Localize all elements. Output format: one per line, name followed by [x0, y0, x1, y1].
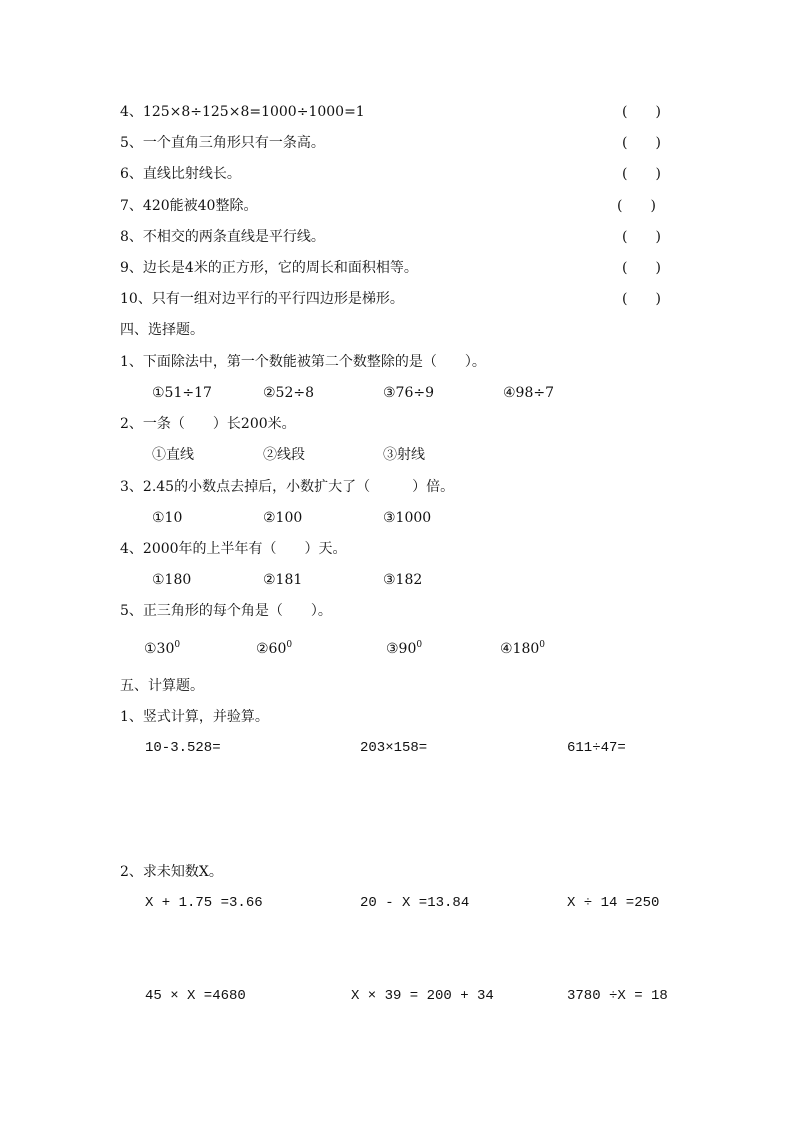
judgment-item-6: 6、直线比射线长。 — [120, 166, 241, 182]
choice-question-2: 2、一条（ ）长200米。 — [120, 416, 296, 432]
choice-option[interactable]: ④98÷7 — [503, 385, 555, 401]
degree-mark: 0 — [174, 640, 181, 650]
degree-mark: 0 — [416, 640, 423, 650]
option-label: ②60 — [256, 641, 287, 657]
answer-paren-4[interactable]: ( ) — [622, 104, 661, 120]
judgment-item-8: 8、不相交的两条直线是平行线。 — [120, 229, 325, 245]
judgment-item-5: 5、一个直角三角形只有一条高。 — [120, 135, 325, 151]
answer-paren-7[interactable]: ( ) — [617, 198, 656, 214]
choice-option[interactable]: ②100 — [263, 510, 303, 526]
judgment-item-9: 9、边长是4米的正方形，它的周长和面积相等。 — [120, 260, 418, 276]
choice-question-5: 5、正三角形的每个角是（ ）。 — [120, 603, 332, 619]
option-label: ①30 — [144, 641, 175, 657]
choice-option[interactable]: ①10 — [152, 510, 183, 526]
choice-option[interactable]: ③76÷9 — [383, 385, 435, 401]
section-heading-choice: 四、选择题。 — [120, 322, 204, 338]
choice-option[interactable]: ③182 — [383, 572, 423, 588]
answer-paren-9[interactable]: ( ) — [622, 260, 661, 276]
choice-option[interactable]: ①直线 — [152, 447, 194, 463]
section-heading-calc: 五、计算题。 — [120, 678, 204, 694]
choice-option[interactable] — [256, 640, 292, 658]
judgment-item-10: 10、只有一组对边平行的平行四边形是梯形。 — [120, 291, 404, 307]
equation: X × 39 = 200 + 34 — [351, 988, 494, 1004]
equation: 45 × X =4680 — [145, 988, 246, 1004]
choice-option[interactable]: ①180 — [152, 572, 192, 588]
choice-option[interactable]: ②52÷8 — [263, 385, 315, 401]
calc-question-1: 1、竖式计算，并验算。 — [120, 709, 269, 725]
choice-option[interactable] — [500, 640, 545, 658]
option-label: ④180 — [500, 641, 540, 657]
vertical-calc-problem: 611÷47= — [567, 740, 626, 756]
vertical-calc-problem: 10-3.528= — [145, 740, 221, 756]
vertical-calc-problem: 203×158= — [360, 740, 428, 756]
equation: 3780 ÷X = 18 — [567, 988, 668, 1004]
choice-question-4: 4、2000年的上半年有（ ）天。 — [120, 541, 347, 557]
equation: X + 1.75 =3.66 — [145, 895, 263, 911]
degree-mark: 0 — [539, 640, 546, 650]
judgment-item-7: 7、420能被40整除。 — [120, 198, 258, 214]
answer-paren-8[interactable]: ( ) — [622, 229, 661, 245]
choice-option[interactable]: ③射线 — [383, 447, 425, 463]
choice-option[interactable] — [386, 640, 422, 658]
judgment-item-4: 4、125×8÷125×8=1000÷1000=1 — [120, 104, 365, 120]
choice-question-3: 3、2.45的小数点去掉后，小数扩大了（ ）倍。 — [120, 479, 455, 495]
option-label: ③90 — [386, 641, 417, 657]
choice-option[interactable]: ③1000 — [383, 510, 432, 526]
choice-option[interactable] — [144, 640, 180, 658]
degree-mark: 0 — [286, 640, 293, 650]
choice-option[interactable]: ②181 — [263, 572, 303, 588]
choice-option[interactable]: ②线段 — [263, 447, 305, 463]
equation: X ÷ 14 =250 — [567, 895, 660, 911]
answer-paren-5[interactable]: ( ) — [622, 135, 661, 151]
equation: 20 - X =13.84 — [360, 895, 470, 911]
choice-option[interactable]: ①51÷17 — [152, 385, 212, 401]
answer-paren-6[interactable]: ( ) — [622, 166, 661, 182]
calc-question-2: 2、求未知数X。 — [120, 864, 223, 880]
answer-paren-10[interactable]: ( ) — [622, 291, 661, 307]
choice-question-1: 1、下面除法中，第一个数能被第二个数整除的是（ ）。 — [120, 354, 486, 370]
